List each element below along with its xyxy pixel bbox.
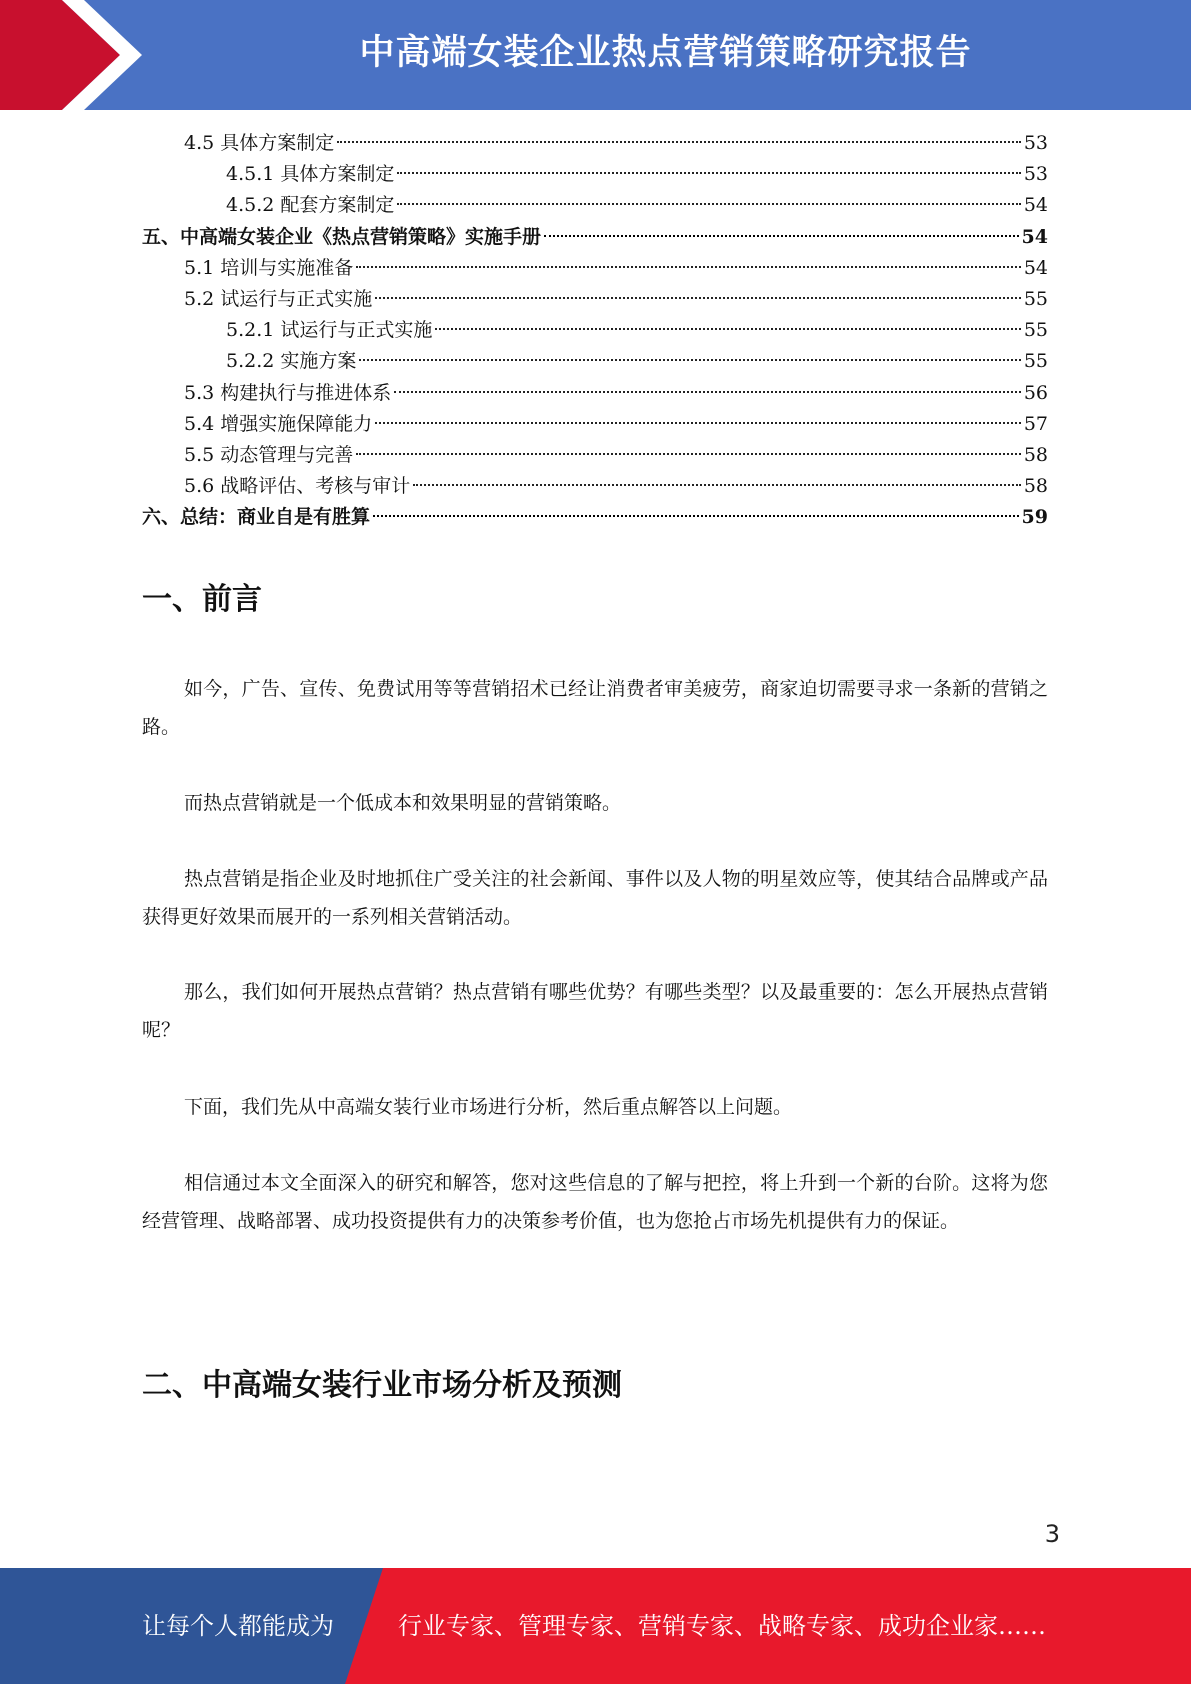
toc-entry[interactable] xyxy=(142,346,1048,377)
toc-entry-label: 配套方案制定 xyxy=(280,194,395,217)
toc-entry-page: 54 xyxy=(1023,256,1048,279)
toc-entry-number: 5.2.1 xyxy=(226,319,275,342)
toc-dot-leader xyxy=(435,328,1020,330)
toc-entry-number: 4.5.2 xyxy=(226,194,275,217)
toc-entry[interactable] xyxy=(142,471,1048,502)
toc-entry-label: 增强实施保障能力 xyxy=(220,412,373,435)
toc-entry-label: 试运行与正式实施 xyxy=(220,287,373,310)
footer-slogan-right: 行业专家、管理专家、营销专家、战略专家、成功企业家…… xyxy=(398,1612,1046,1640)
toc-entry[interactable] xyxy=(142,409,1048,440)
toc-entry[interactable] xyxy=(142,315,1048,346)
toc-entry-number: 5.1 xyxy=(184,256,215,279)
toc-entry[interactable] xyxy=(142,440,1048,471)
toc-entry-page: 55 xyxy=(1023,319,1048,342)
toc-entry-number: 5.2 xyxy=(184,287,215,310)
table-of-contents xyxy=(142,128,1048,533)
toc-entry-number: 5.5 xyxy=(184,443,215,466)
toc-entry-page: 58 xyxy=(1023,475,1048,498)
toc-dot-leader xyxy=(356,266,1021,268)
toc-entry-number: 4.5.1 xyxy=(226,163,275,186)
toc-entry-page: 53 xyxy=(1023,132,1048,154)
toc-entry-label: 具体方案制定 xyxy=(220,132,335,154)
toc-dot-leader xyxy=(359,359,1020,361)
toc-dot-leader xyxy=(375,422,1021,424)
toc-entry-page: 54 xyxy=(1023,194,1048,217)
toc-entry-label: 试运行与正式实施 xyxy=(280,319,433,342)
toc-entry[interactable] xyxy=(142,190,1048,221)
toc-entry-page: 56 xyxy=(1023,381,1048,404)
page-footer xyxy=(0,1568,1191,1684)
toc-entry-label: 实施方案 xyxy=(280,350,357,373)
toc-entry-number: 4.5 xyxy=(184,132,215,154)
toc-dot-leader xyxy=(373,515,1019,517)
paragraph: 相信通过本文全面深入的研究和解答，您对这些信息的了解与把控，将上升到一个新的台阶。这将为您经营管理、战略部署、成功投资提供有力的决策参考价值，也为您抢占市场先机提供有力的保证。 xyxy=(142,1172,1048,1232)
paragraph: 下面，我们先从中高端女装行业市场进行分析，然后重点解答以上问题。 xyxy=(184,1096,793,1118)
toc-entry[interactable] xyxy=(142,253,1048,284)
toc-entry-page: 53 xyxy=(1023,163,1048,186)
toc-dot-leader xyxy=(397,203,1020,205)
section-heading-market-analysis: 二、中高端女装行业市场分析及预测 xyxy=(142,1368,622,1403)
paragraph: 热点营销是指企业及时地抓住广受关注的社会新闻、事件以及人物的明星效应等，使其结合品牌或产品获得更好效果而展开的一系列相关营销活动。 xyxy=(142,868,1048,928)
page-number: 3 xyxy=(1044,1520,1060,1548)
paragraph: 如今，广告、宣传、免费试用等等营销招术已经让消费者审美疲劳，商家迫切需要寻求一条新的营销之路。 xyxy=(142,678,1048,738)
toc-entry-label: 构建执行与推进体系 xyxy=(220,381,392,404)
toc-entry[interactable] xyxy=(142,284,1048,315)
toc-entry-label: 具体方案制定 xyxy=(280,163,395,186)
toc-entry-label: 五、中高端女装企业《热点营销策略》实施手册 xyxy=(142,225,542,248)
toc-entry-page: 57 xyxy=(1023,412,1048,435)
toc-entry-label: 培训与实施准备 xyxy=(220,256,354,279)
document-title: 中高端女装企业热点营销策略研究报告 xyxy=(359,33,972,73)
toc-entry[interactable] xyxy=(142,378,1048,409)
toc-entry-number: 5.4 xyxy=(184,412,215,435)
toc-entry-label: 六、总结：商业自是有胜算 xyxy=(142,506,371,529)
toc-dot-leader xyxy=(375,297,1021,299)
toc-entry[interactable] xyxy=(142,502,1048,533)
toc-dot-leader xyxy=(544,235,1019,237)
toc-dot-leader xyxy=(397,172,1020,174)
paragraph: 那么，我们如何开展热点营销？热点营销有哪些优势？有哪些类型？以及最重要的：怎么开展热点营销呢？ xyxy=(142,981,1048,1041)
page-header xyxy=(0,0,1191,110)
toc-entry-number: 5.2.2 xyxy=(226,350,275,373)
toc-entry-page: 54 xyxy=(1021,225,1048,248)
toc-dot-leader xyxy=(356,453,1021,455)
toc-entry[interactable] xyxy=(142,222,1048,253)
toc-dot-leader xyxy=(337,141,1021,143)
toc-entry-label: 动态管理与完善 xyxy=(220,443,354,466)
toc-dot-leader xyxy=(413,484,1021,486)
header-arrow-decoration xyxy=(0,0,160,110)
toc-entry-label: 战略评估、考核与审计 xyxy=(220,475,411,498)
toc-entry-number: 5.3 xyxy=(184,381,215,404)
toc-entry-page: 58 xyxy=(1023,443,1048,466)
toc-entry-page: 55 xyxy=(1023,350,1048,373)
section-heading-preface: 一、前言 xyxy=(142,582,262,617)
toc-entry[interactable] xyxy=(142,159,1048,190)
toc-entry[interactable] xyxy=(142,128,1048,159)
toc-entry-page: 59 xyxy=(1021,506,1048,529)
toc-entry-number: 5.6 xyxy=(184,475,215,498)
footer-slogan-left: 让每个人都能成为 xyxy=(142,1612,334,1640)
paragraph: 而热点营销就是一个低成本和效果明显的营销策略。 xyxy=(184,792,622,814)
toc-entry-page: 55 xyxy=(1023,287,1048,310)
toc-dot-leader xyxy=(394,391,1021,393)
